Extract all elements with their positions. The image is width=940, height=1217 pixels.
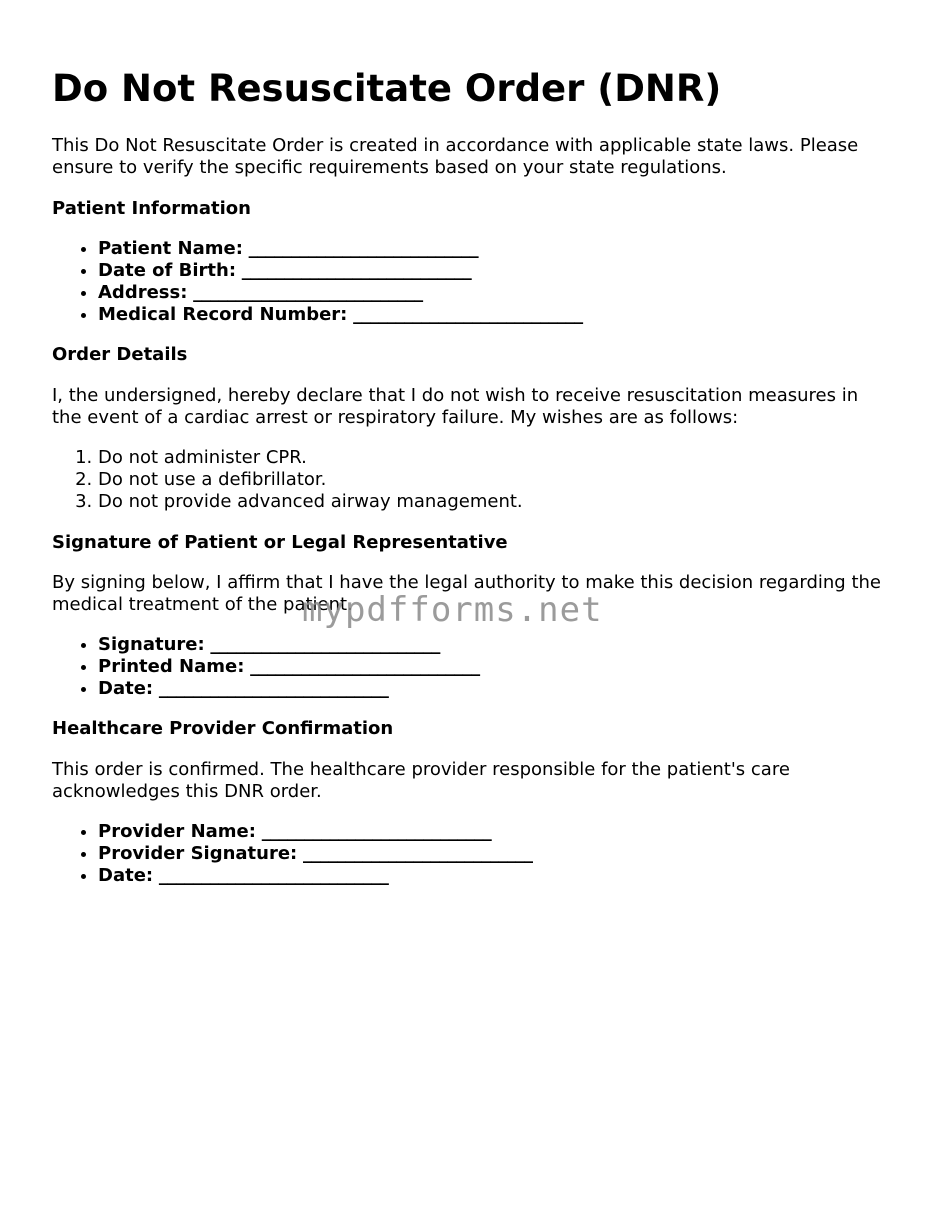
medical-record-number-line[interactable]: ___________________________ xyxy=(353,304,583,325)
provider-paragraph: This order is confirmed. The healthcare provider responsible for the patient's care acknowledges this DNR order. xyxy=(52,759,790,802)
signature-date-label: Date: xyxy=(98,678,154,699)
intro-paragraph: This Do Not Resuscitate Order is created in accordance with applicable state laws. Please ensure to verify the specific requirements based on your state regulations. xyxy=(52,135,859,178)
provider-list xyxy=(52,821,892,887)
watermark-text: mypdfforms.net xyxy=(302,590,603,630)
medical-record-number-field[interactable] xyxy=(98,304,892,326)
signature-heading: Signature of Patient or Legal Representative xyxy=(52,532,508,553)
provider-signature-label: Provider Signature: xyxy=(98,843,298,864)
provider-text-block xyxy=(52,759,892,803)
patient-info-list xyxy=(52,238,892,326)
provider-signature-field[interactable] xyxy=(98,843,892,865)
patient-info-heading: Patient Information xyxy=(52,198,251,219)
provider-section xyxy=(52,718,892,740)
wish-item-no-cpr: 1. Do not administer CPR. xyxy=(98,447,892,469)
order-details-text-block xyxy=(52,385,892,429)
date-of-birth-label: Date of Birth: xyxy=(98,260,237,281)
address-field[interactable] xyxy=(98,282,892,304)
signature-date-line[interactable]: ___________________________ xyxy=(158,678,389,699)
order-details-heading: Order Details xyxy=(52,344,188,365)
signature-paragraph: By signing below, I affirm that I have the legal authority to make this decision regarding the medical treatment of the patient. xyxy=(52,572,881,615)
patient-name-label: Patient Name: xyxy=(98,238,243,259)
wish-item-no-airway: 3. Do not provide advanced airway management. xyxy=(98,491,892,513)
order-details-section xyxy=(52,344,892,366)
intro-paragraph-block xyxy=(52,135,892,179)
printed-name-line[interactable]: ___________________________ xyxy=(250,656,480,677)
document-title: Do Not Resuscitate Order (DNR) xyxy=(52,67,722,110)
signature-list xyxy=(52,634,892,700)
signature-fields xyxy=(52,634,892,700)
signature-label: Signature: xyxy=(98,634,205,655)
printed-name-field[interactable] xyxy=(98,656,892,678)
patient-info-section xyxy=(52,198,892,220)
date-of-birth-line[interactable]: ___________________________ xyxy=(241,260,472,281)
order-wishes-block xyxy=(52,447,892,513)
provider-signature-line[interactable]: ___________________________ xyxy=(303,843,533,864)
address-line[interactable]: ___________________________ xyxy=(193,282,423,303)
signature-field[interactable] xyxy=(98,634,892,656)
patient-info-fields xyxy=(52,238,892,326)
wish-item-no-defibrillator: 2. Do not use a defibrillator. xyxy=(98,469,892,491)
order-details-paragraph: I, the undersigned, hereby declare that I do not wish to receive resuscitation measures in the event of a cardiac arrest or respiratory failure. My wishes are as follows: xyxy=(52,385,859,428)
signature-date-field[interactable] xyxy=(98,678,892,700)
provider-date-line[interactable]: ___________________________ xyxy=(158,865,389,886)
medical-record-number-label: Medical Record Number: xyxy=(98,304,348,325)
provider-name-line[interactable]: ___________________________ xyxy=(261,821,492,842)
provider-heading: Healthcare Provider Confirmation xyxy=(52,718,394,739)
address-label: Address: xyxy=(98,282,188,303)
signature-line[interactable]: ___________________________ xyxy=(210,634,440,655)
provider-name-field[interactable] xyxy=(98,821,892,843)
date-of-birth-field[interactable] xyxy=(98,260,892,282)
provider-date-label: Date: xyxy=(98,865,154,886)
provider-date-field[interactable] xyxy=(98,865,892,887)
provider-name-label: Provider Name: xyxy=(98,821,256,842)
patient-name-field[interactable] xyxy=(98,238,892,260)
patient-name-line[interactable]: ___________________________ xyxy=(248,238,479,259)
signature-section xyxy=(52,532,892,554)
order-wishes-list xyxy=(52,447,892,513)
provider-fields xyxy=(52,821,892,887)
printed-name-label: Printed Name: xyxy=(98,656,245,677)
